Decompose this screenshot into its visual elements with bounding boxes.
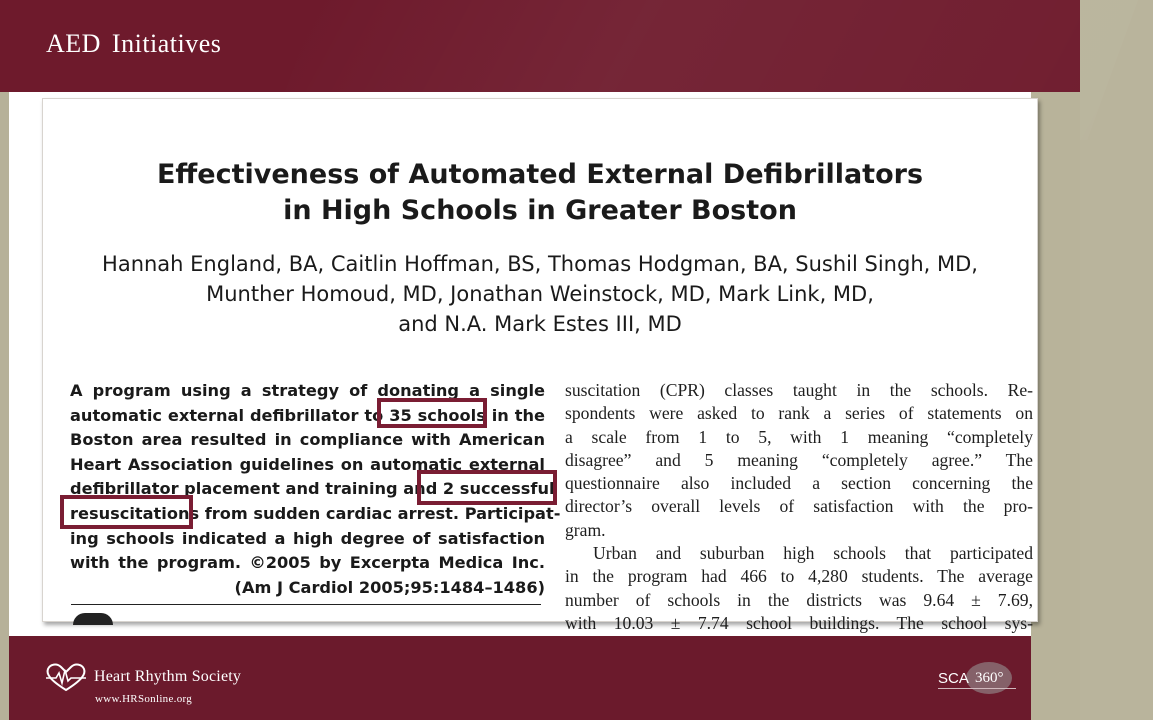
paper-title-line: in High Schools in Greater Boston [283,195,797,226]
footer-left-strip [0,636,9,720]
body-line: suscitation (CPR) classes taught in the schools. Re- [565,380,1033,400]
paper-body-column [565,379,1033,635]
highlight-resuscitations [60,495,193,529]
abstract-line: resuscitations from sudden cardiac arrest. Participat- [70,503,561,523]
abstract-line: A program using a strategy of donating a single [70,381,545,400]
author-line: Munther Homoud, MD, Jonathan Weinstock, MD, Mark Link, MD, [206,282,874,306]
body-line: questionnaire also included a section concerning the [565,473,1033,494]
highlight-2-successful [417,470,557,505]
paper-title [43,157,1037,229]
paper-title-line: Effectiveness of Automated External Defibrillators [156,159,924,190]
paper-excerpt-image [42,98,1038,633]
left-side-strip [0,92,9,636]
abstract-citation: (Am J Cardiol 2005;95:1484–1486) [234,577,545,597]
organization-name: Heart Rhythm Society [94,668,242,685]
header-bar [0,0,1080,92]
body-line: Urban and suburban high schools that participated [593,543,1033,564]
body-line: a scale from 1 to 5, with 1 meaning “completely [565,426,1033,447]
footer-right-strip [1031,636,1080,720]
author-line: and N.A. Mark Estes III, MD [398,312,682,336]
abstract-divider [71,604,541,605]
body-line: with 10.03 ± 7.74 school buildings. The school sys- [565,612,1033,633]
footnote-glyph [73,613,113,625]
abstract-line: automatic external defibrillator to 35 schools in the [70,405,545,425]
body-line: in the program had 466 to 4,280 students. The average [565,566,1033,587]
abstract-line: defibrillator placement and training and 2 successful [70,479,555,499]
body-line: number of schools in the districts was 9.64 ± 7.69, [565,589,1033,610]
body-line: spondents were asked to rank a series of statements on [565,403,1033,424]
abstract-line: ing schools indicated a high degree of satisfaction [70,528,545,548]
author-line: Hannah England, BA, Caitlin Hoffman, BS, Thomas Hodgman, BA, Sushil Singh, MD, [102,252,978,276]
organization-url: www.HRSonline.org [95,693,193,705]
abstract-line: Boston area resulted in compliance with American [70,430,545,450]
slide-title: AED Initiatives [46,29,222,58]
sca-number: 360° [975,670,1004,686]
right-side-strip [1031,92,1080,636]
abstract-line: Heart Association guidelines on automatic external [70,454,545,474]
body-line: director’s overall levels of satisfaction with the pro- [565,496,1033,517]
heart-rhythm-society-logo-icon [44,662,88,692]
sca-label: SCA [938,670,969,687]
body-line: disagree” and 5 meaning “completely agree.” The [565,449,1033,470]
sca-underline [938,688,1016,689]
highlight-35-schools [377,398,487,428]
paper-authors [43,249,1037,339]
abstract-line: with the program. ©2005 by Excerpta Medica Inc. [70,553,545,573]
body-line: gram. [565,519,606,540]
